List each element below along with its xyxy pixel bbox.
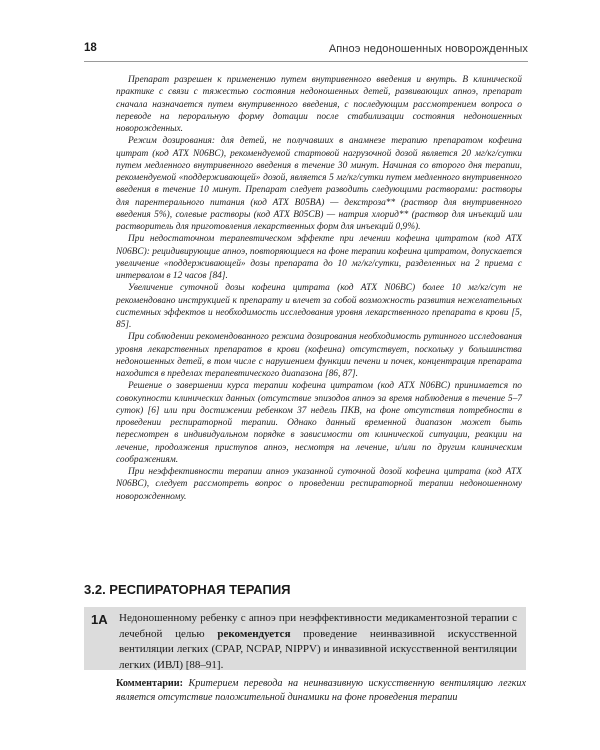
paragraph: Препарат разрешен к применению путем внутривенного введения и внутрь. В клинической практике с связи с тяжестью состояния недоношенных детей, развивающих апноэ, препарат сначала назначается путем внутривенного введения, с последующим рассмотрением вопроса о переводе на пероральную форму дотации после стабилизации состояния недоношенных новорожденных. — [116, 75, 522, 134]
comment-text: Критерием перевода на неинвазивную искусственную вентиляцию легких является отсутствие положительной динамики на фоне проведения терапии — [116, 678, 527, 703]
running-title: Апноэ недоношенных новорожденных — [328, 43, 528, 55]
body-text — [116, 74, 522, 503]
section-title: 3.2. РЕСПИРАТОРНАЯ ТЕРАПИЯ — [84, 582, 291, 597]
paragraph: При неэффективности терапии апноэ указанной суточной дозой кофеина цитрата (код АТХ N06BC), следует рассмотреть вопрос о проведении респираторной терапии недоношенному новорожденному. — [116, 467, 522, 502]
recommendation-text — [119, 611, 517, 673]
page-header — [84, 42, 528, 62]
comment-label: Комментарии: — [116, 678, 184, 689]
comment — [116, 677, 526, 705]
paragraph: При недостаточном терапевтическом эффекте при лечении кофеина цитратом (код АТХ N06BC): рецидивирующие апноэ, повторяющиеся на фоне терапии кофеина цитратом, допускается увеличение «поддерживающей» дозы препарата до 10 мг/кг/сутки, разделенных на 2 приема с интервалом в 12 часов [84]. — [116, 234, 522, 281]
recommendation-text-before: Недоношенному ребенку с апноэ при неэффективности медикаментозной терапии с лечебной целью — [119, 612, 517, 640]
paragraph: При соблюдении рекомендованного режима дозирования необходимость рутинного исследования уровня лекарственных препаратов в крови (кофеина) отсутствует, поскольку у большинства недоношенных детей, в том числе с нарушением функции печени и почек, концентрация препарата находится в пределах терапевтического диапазона [86, 87]. — [116, 332, 522, 379]
page-number: 18 — [84, 42, 97, 54]
paragraph: Увеличение суточной дозы кофеина цитрата (код АТХ N06BC) более 10 мг/кг/сут не рекомендовано инструкцией к препарату и влечет за собой возможность развития нежелательных системных эффектов и необходимость исследования уровня лекарственного препарата в крови [5, 85]. — [116, 283, 522, 330]
paragraph: Решение о завершении курса терапии кофеина цитратом (код АТХ N06BC) принимается по совокупности клинических данных (отсутствие эпизодов апноэ за время наблюдения в течение 5–7 суток) [6] или при достижении ребенком 37 недель ПКВ, на фоне отсутствия потребности в проведении респираторной терапии. Однако данный временной диапазон может быть пересмотрен в индивидуальном порядке в зависимости от клинической ситуации, реакции на лечение, продолжения приступов апноэ, несмотря на лечение, и/или по другим клиническим соображениям. — [116, 381, 522, 465]
evidence-level: 1А — [91, 612, 108, 627]
paragraph: Режим дозирования: для детей, не получавших в анамнезе терапию препаратом кофеина цитрат (код АТХ N06BC), рекомендуемой стартовой нагрузочной дозой является 20 мг/кг/сутки путем медленного внутривенного введения в течение 30 минут. Начиная со второго дня терапии, рекомендуемой «поддерживающей» дозой, является 5 мг/кг/сутки путем медленного внутривенного введения в течение 10 минут. Препарат следует разводить следующими растворами: растворы для парентерального питания (код АТХ B05BA) — декстроза** (раствор для внутривенного введения 5%), солевые растворы (код АТХ B05CB) — натрия хлорид** (раствор для инъекций или растворитель для приготовления лекарственных форм для инъекций 0,9%). — [116, 136, 522, 232]
recommendation-box — [84, 607, 526, 670]
recommendation-text-after: проведение неинвазивной искусственной вентиляции легких (CPAP, NCPAP, NIPPV) и инвазивной искусственной вентиляции легких (ИВЛ) [88–91]. — [119, 627, 517, 671]
recommendation-keyword: рекомендуется — [217, 627, 291, 640]
